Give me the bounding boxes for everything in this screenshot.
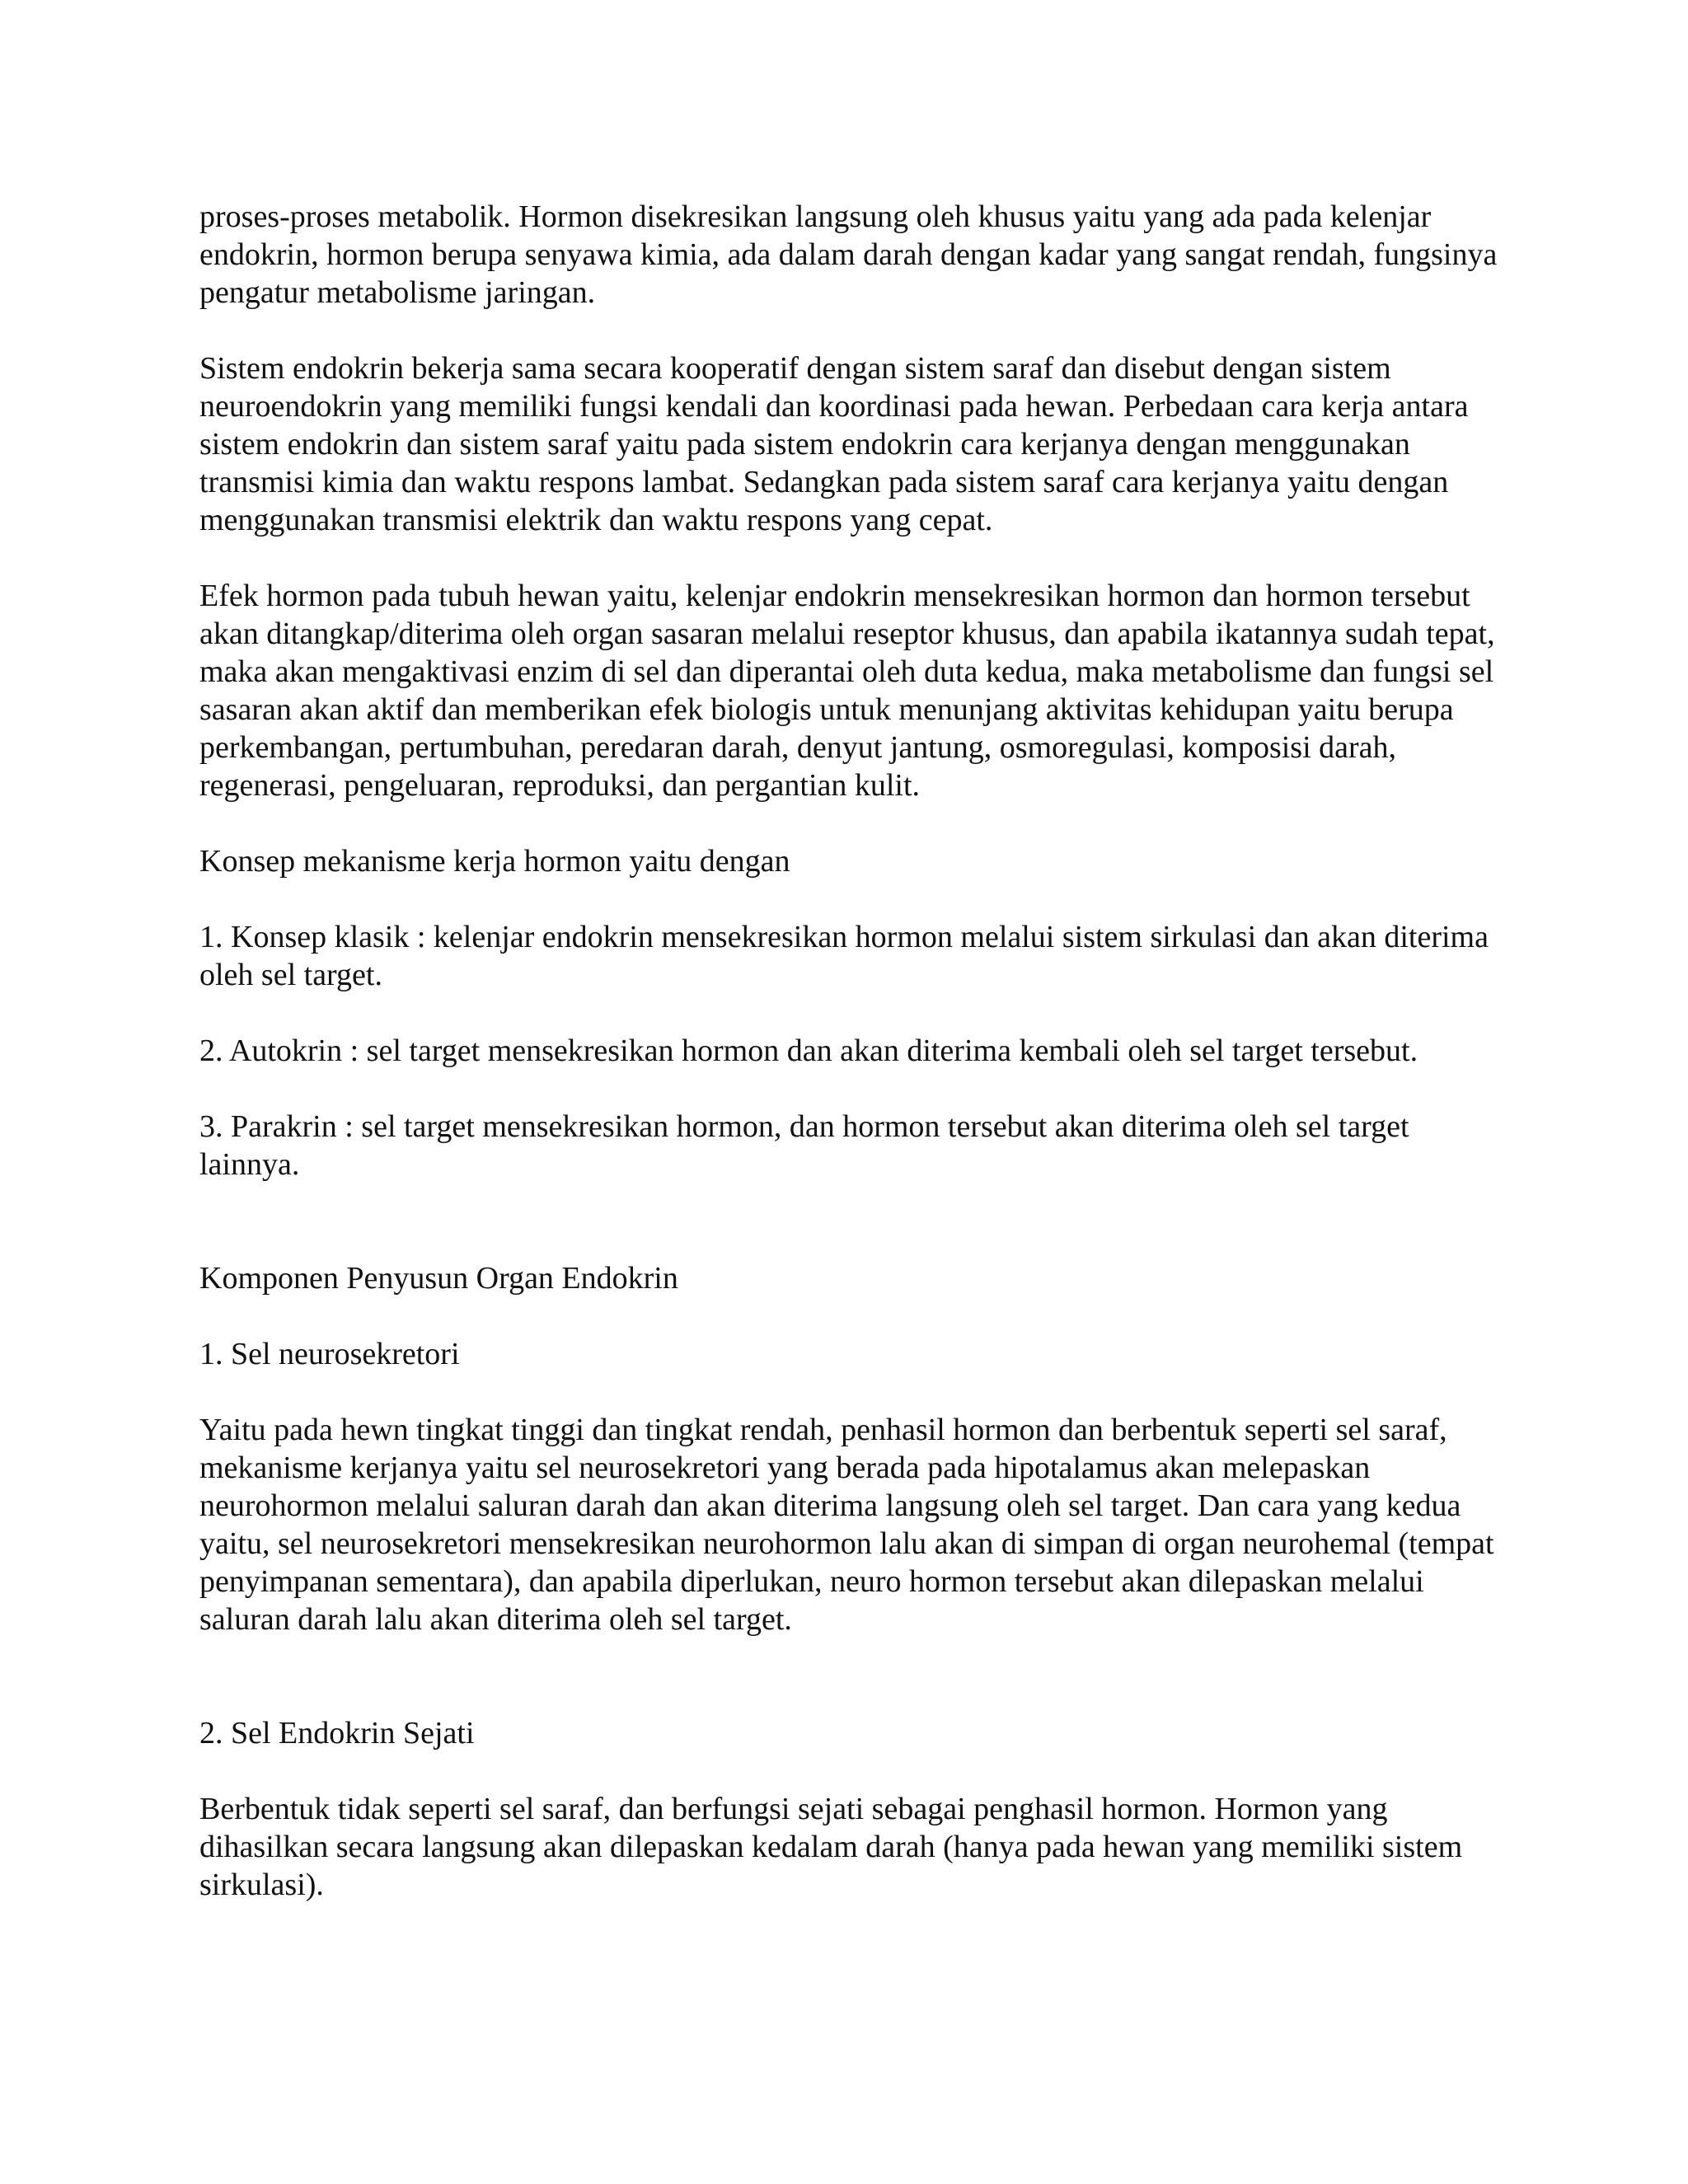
paragraph-sistem-endokrin: Sistem endokrin bekerja sama secara kooperatif dengan sistem saraf dan disebut dengan sistem neuroendokrin yang memiliki fungsi kendali dan koordinasi pada hewan. Perbedaan cara kerja antara sistem endokrin dan sistem saraf yaitu pada sistem endokrin cara kerjanya dengan menggunakan transmisi kimia dan waktu respons lambat. Sedangkan pada sistem saraf cara kerjanya yaitu dengan menggunakan transmisi elektrik dan waktu respons yang cepat. — [199, 351, 1469, 537]
paragraph-konsep-intro: Konsep mekanisme kerja hormon yaitu dengan — [199, 844, 790, 879]
paragraph-neurosekretori: Yaitu pada hewn tingkat tinggi dan tingkat rendah, penhasil hormon dan berbentuk seperti sel saraf, mekanisme kerjanya yaitu sel neurosekretori yang berada pada hipotalamus akan melepaskan neurohormon melalui saluran darah dan akan diterima langsung oleh sel target. Dan cara yang kedua yaitu, sel neurosekretori mensekresikan neurohormon lalu akan di simpan di organ neurohemal (tempat penyimpanan sementara), dan apabila diperlukan, neuro hormon tersebut akan dilepaskan melalui saluran darah lalu akan diterima oleh sel target. — [199, 1413, 1494, 1637]
list-item-autokrin: 2. Autokrin : sel target mensekresikan hormon dan akan diterima kembali oleh sel target tersebut. — [199, 1033, 1418, 1068]
paragraph-efek-hormon: Efek hormon pada tubuh hewan yaitu, kelenjar endokrin mensekresikan hormon dan hormon tersebut akan ditangkap/diterima oleh organ sasaran melalui reseptor khusus, dan apabila ikatannya sudah tepat, maka akan mengaktivasi enzim di sel dan diperantai oleh duta kedua, maka metabolisme dan fungsi sel sasaran akan aktif dan memberikan efek biologis untuk menunjang aktivitas kehidupan yaitu berupa perkembangan, pertumbuhan, peredaran darah, denyut jantung, osmoregulasi, komposisi darah, regenerasi, pengeluaran, reproduksi, dan pergantian kulit. — [199, 579, 1495, 803]
list-item-parakrin: 3. Parakrin : sel target mensekresikan hormon, dan hormon tersebut akan diterima oleh sel target lainnya. — [199, 1109, 1409, 1182]
list-item-konsep-klasik: 1. Konsep klasik : kelenjar endokrin mensekresikan hormon melalui sistem sirkulasi dan akan diterima oleh sel target. — [199, 920, 1489, 992]
subheading-sel-neurosekretori: 1. Sel neurosekretori — [199, 1337, 460, 1371]
section-heading-komponen: Komponen Penyusun Organ Endokrin — [199, 1261, 678, 1296]
subheading-sel-endokrin-sejati: 2. Sel Endokrin Sejati — [199, 1716, 475, 1750]
paragraph-endokrin-sejati: Berbentuk tidak seperti sel saraf, dan berfungsi sejati sebagai penghasil hormon. Hormon yang dihasilkan secara langsung akan dilepaskan kedalam darah (hanya pada hewan yang memiliki sistem sirkulasi). — [199, 1792, 1463, 1902]
paragraph-metabolik: proses-proses metabolik. Hormon disekresikan langsung oleh khusus yaitu yang ada pada kelenjar endokrin, hormon berupa senyawa kimia, ada dalam darah dengan kadar yang sangat rendah, fungsinya pengatur metabolisme jaringan. — [199, 199, 1498, 310]
document-body — [199, 198, 1502, 1942]
